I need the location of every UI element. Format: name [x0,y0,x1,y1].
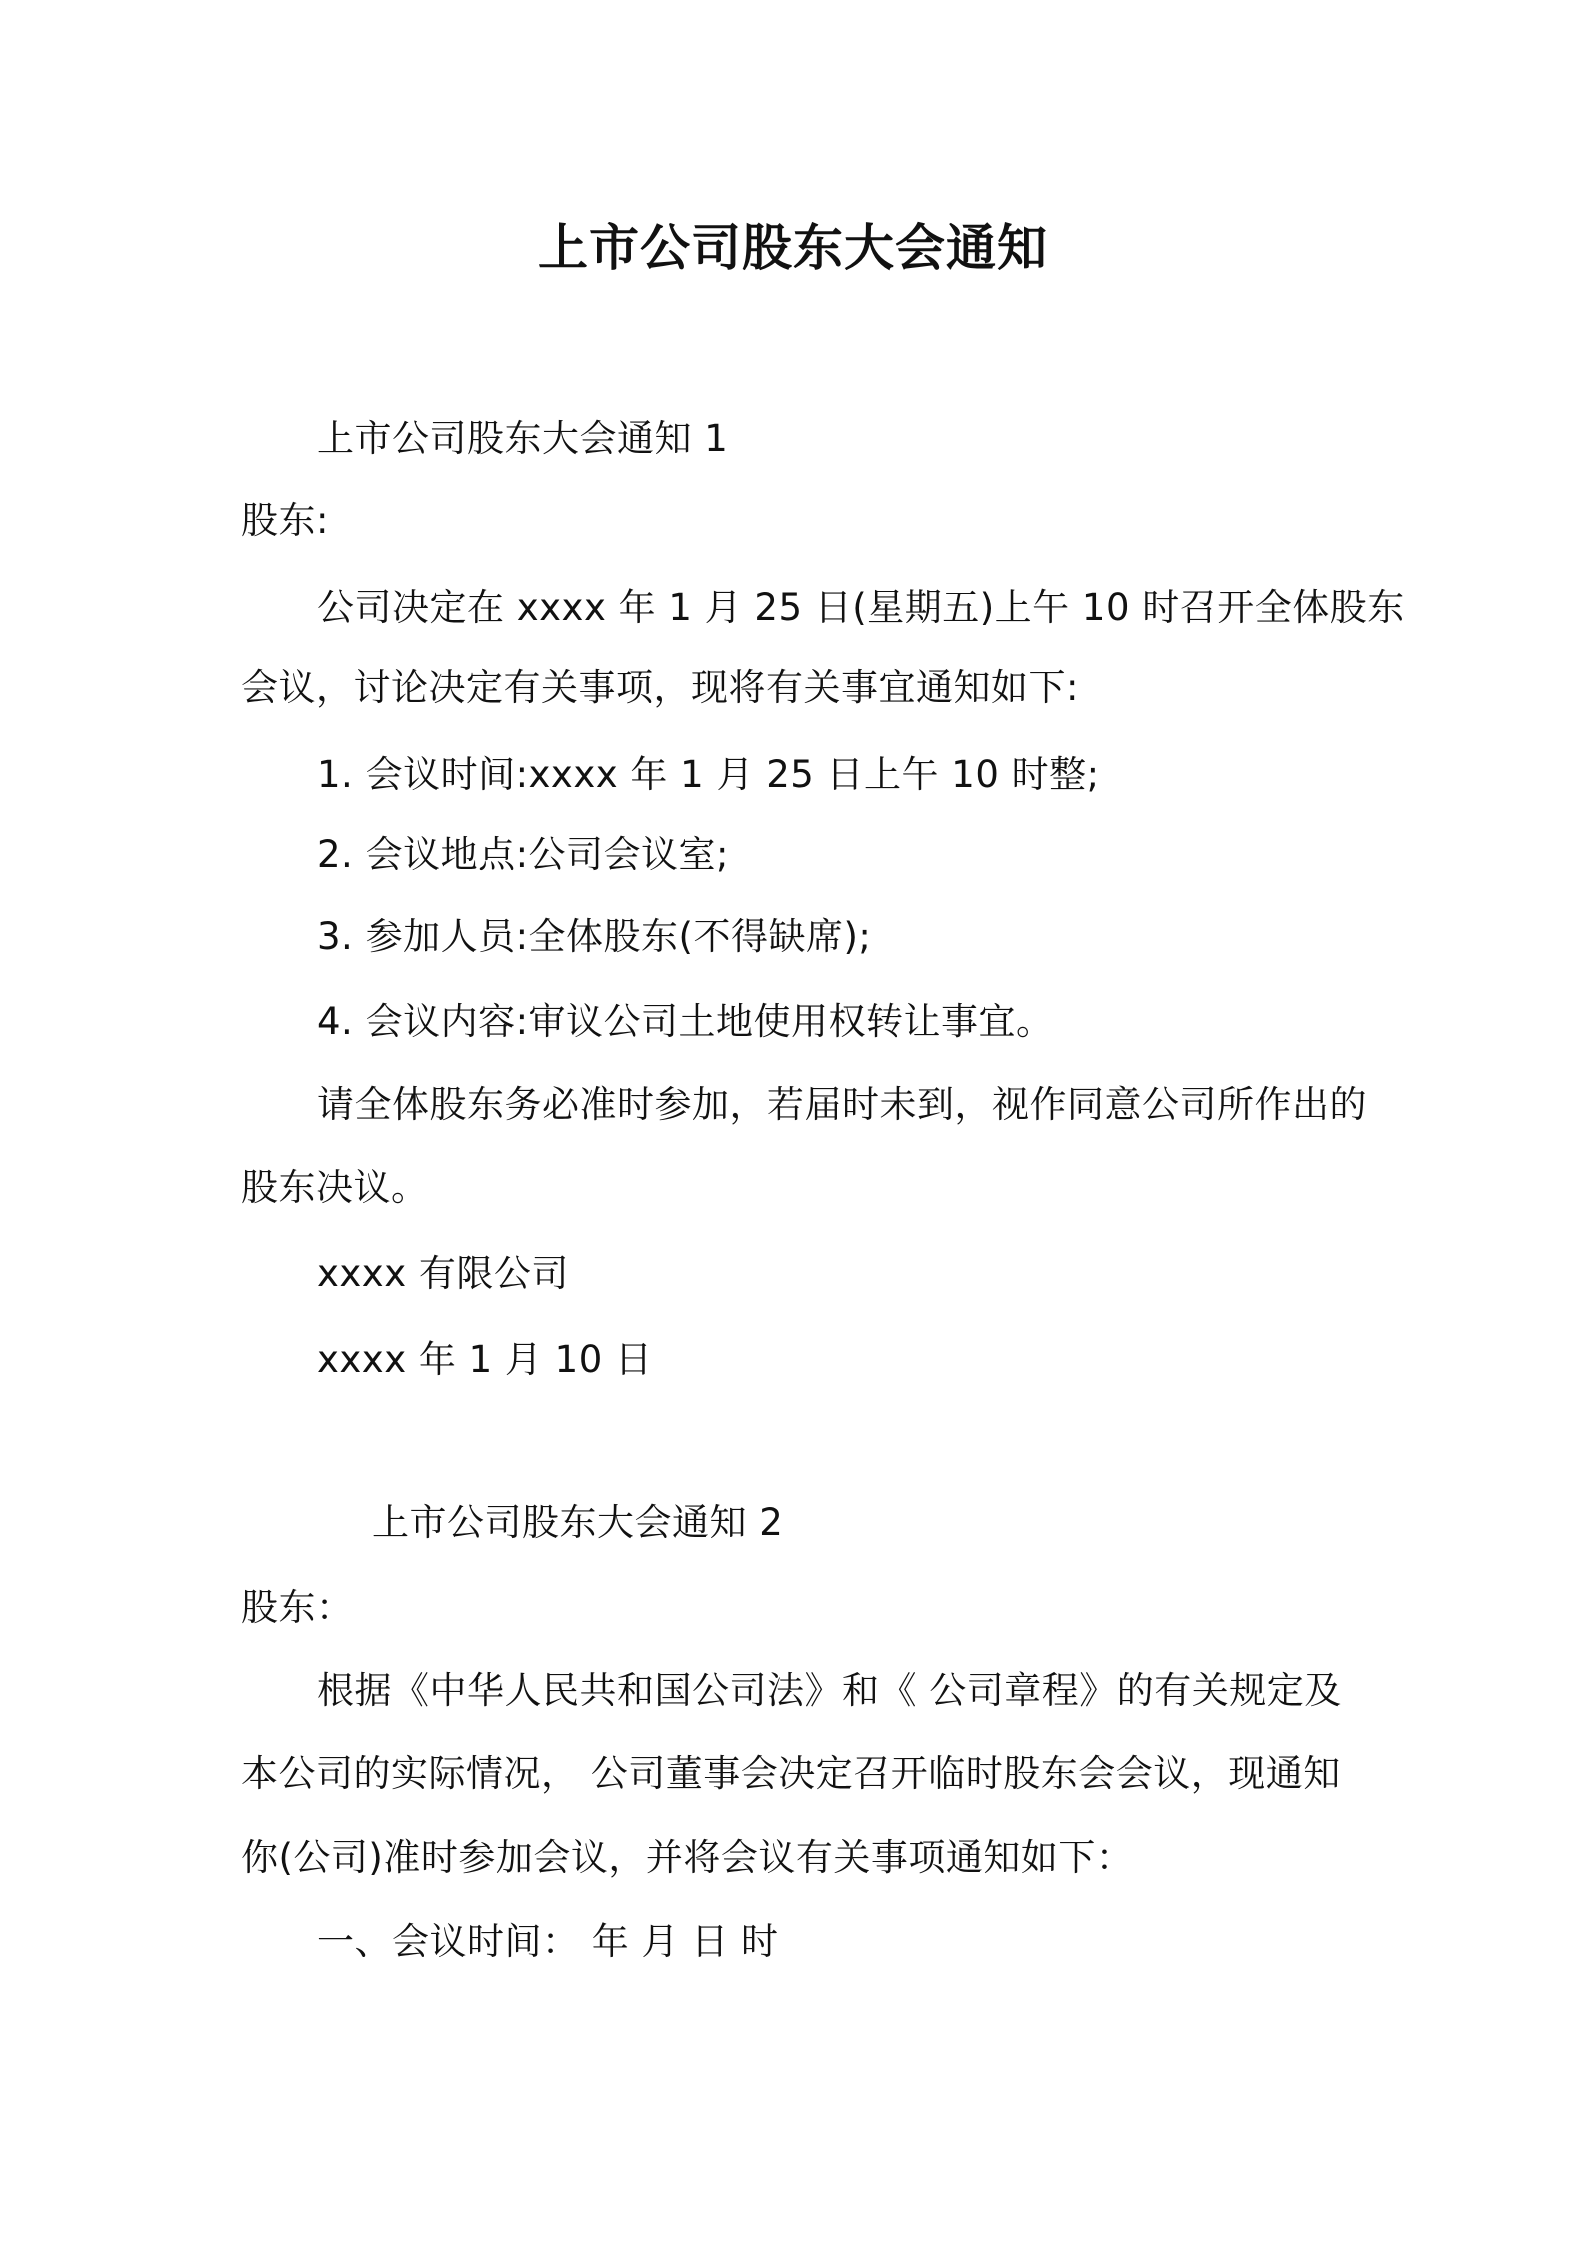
notice2-salutation: 股东： [241,1586,354,1629]
notice1-signature-company: xxxx 有限公司 [317,1252,569,1295]
notice2-heading: 上市公司股东大会通知 2 [372,1501,784,1544]
notice1-heading: 上市公司股东大会通知 1 [317,417,729,460]
notice2-body-line1: 根据《中华人民共和国公司法》和《 公司章程》的有关规定及 [317,1669,1342,1712]
notice1-salutation: 股东: [241,499,329,542]
notice1-item-2: 2. 会议地点:公司会议室; [317,833,729,876]
notice1-intro-line1: 公司决定在 xxxx 年 1 月 25 日(星期五)上午 10 时召开全体股东 [317,586,1405,629]
notice2-item-1: 一、会议时间： 年 月 日 时 [317,1920,779,1963]
notice1-item-4: 4. 会议内容:审议公司土地使用权转让事宜。 [317,1000,1054,1043]
notice1-closing-line1: 请全体股东务必准时参加，若届时未到，视作同意公司所作出的 [317,1083,1367,1126]
notice1-intro-line2: 会议，讨论决定有关事项，现将有关事宜通知如下: [241,666,1079,709]
notice1-closing-line2: 股东决议。 [241,1166,429,1209]
notice1-item-1: 1. 会议时间:xxxx 年 1 月 25 日上午 10 时整; [317,753,1100,796]
notice1-signature-date: xxxx 年 1 月 10 日 [317,1338,653,1381]
notice2-body-line3: 你(公司)准时参加会议，并将会议有关事项通知如下： [241,1836,1134,1879]
notice1-item-3: 3. 参加人员:全体股东(不得缺席); [317,915,872,958]
document-title: 上市公司股东大会通知 [538,219,1048,277]
notice2-body-line2: 本公司的实际情况， 公司董事会决定召开临时股东会会议，现通知 [241,1752,1341,1795]
